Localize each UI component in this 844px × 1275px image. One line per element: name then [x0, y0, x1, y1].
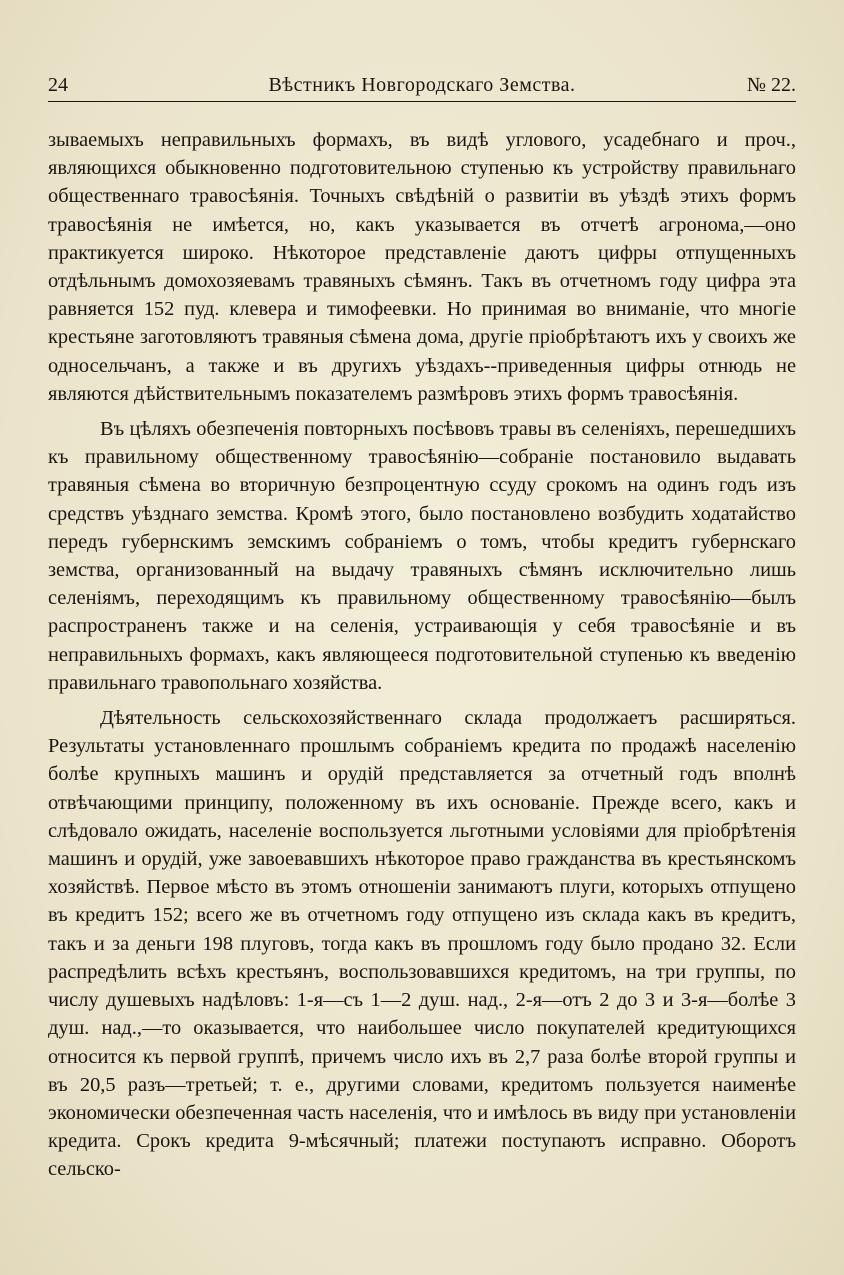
journal-title: Вѣстникъ Новгородскаго Земства.	[268, 74, 576, 96]
issue-number: № 22.	[746, 74, 796, 96]
header-rule	[48, 101, 796, 102]
paragraph-2: Въ цѣляхъ обезпеченія повторныхъ посѣвовъ травы въ селеніяхъ, перешедшихъ къ правильному общественному травосѣянію—собраніе постановило выдавать травяныя сѣмена во вторичную безпроцентную ссуду срокомъ на одинъ годъ изъ средствъ уѣзднаго земства. Кромѣ этого, было постановлено возбудить ходатайство передъ губернскимъ земскимъ собраніемъ о томъ, чтобы кредитъ губернскаго земства, организованный на выдачу травяныхъ сѣмянъ исключительно лишь селеніямъ, переходящимъ къ правильному общественному травосѣянію—былъ распространенъ также и на селенія, устраивающія у себя травосѣяніе и въ неправильныхъ формахъ, какъ являющееся подготовительной ступенью къ введенію правильнаго травопольнаго хозяйства.	[48, 418, 796, 694]
running-head	[48, 74, 796, 104]
paragraph-1: зываемыхъ неправильныхъ формахъ, въ видѣ углового, усадебнаго и проч., являющихся обыкновенно подготовительною ступенью къ устройству правильнаго общественнаго травосѣянія. Точныхъ свѣдѣній о развитіи въ уѣздѣ этихъ формъ травосѣянія не имѣется, но, какъ указывается въ отчетѣ агронома,—оно практикуется широко. Нѣкоторое представленіе даютъ цифры отпущенныхъ отдѣльнымъ домохозяевамъ травяныхъ сѣмянъ. Такъ въ отчетномъ году цифра эта равняется 152 пуд. клевера и тимофеевки. Но принимая во вниманіе, что многіе крестьяне заготовляютъ травяныя сѣмена дома, другіе пріобрѣтаютъ ихъ у своихъ же односельчанъ, а также и въ другихъ уѣздахъ--приведенныя цифры отнюдь не являются дѣйствительнымъ показателемъ размѣровъ этихъ формъ травосѣянія.	[48, 129, 796, 405]
page-number: 24	[48, 74, 68, 96]
paragraph-3: Дѣятельность сельскохозяйственнаго склада продолжаетъ расширяться. Результаты установленнаго прошлымъ собраніемъ кредита по продажѣ населенію болѣе крупныхъ машинъ и орудій представляется за отчетный годъ вполнѣ отвѣчающими принципу, положенному въ ихъ основаніе. Прежде всего, какъ и слѣдовало ожидать, населеніе воспользуется льготными условіями для пріобрѣтенія машинъ и орудій, уже завоевавшихъ нѣкоторое право гражданства въ крестьянскомъ хозяйствѣ. Первое мѣсто въ этомъ отношеніи занимаютъ плуги, которыхъ отпущено въ кредитъ 152; всего же въ отчетномъ году отпущено изъ склада какъ въ кредитъ, такъ и за деньги 198 плуговъ, тогда какъ въ прошломъ году было продано 32. Если распредѣлить всѣхъ крестьянъ, воспользовавшихся кредитомъ, на три группы, по числу душевыхъ надѣловъ: 1-я—съ 1—2 душ. над., 2-я—отъ 2 до 3 и 3-я—болѣе 3 душ. над.,—то оказывается, что наибольшее число покупателей кредитующихся относится къ первой группѣ, причемъ число ихъ въ 2,7 раза болѣе второй группы и въ 20,5 разъ—третьей; т. е., другими словами, кредитомъ пользуется наименѣе экономически обезпеченная часть населенія, что и имѣлось въ виду при установленіи кредита. Срокъ кредита 9-мѣсячный; платежи поступаютъ исправно. Оборотъ сельско-	[48, 707, 796, 1181]
article-body	[48, 126, 796, 1184]
